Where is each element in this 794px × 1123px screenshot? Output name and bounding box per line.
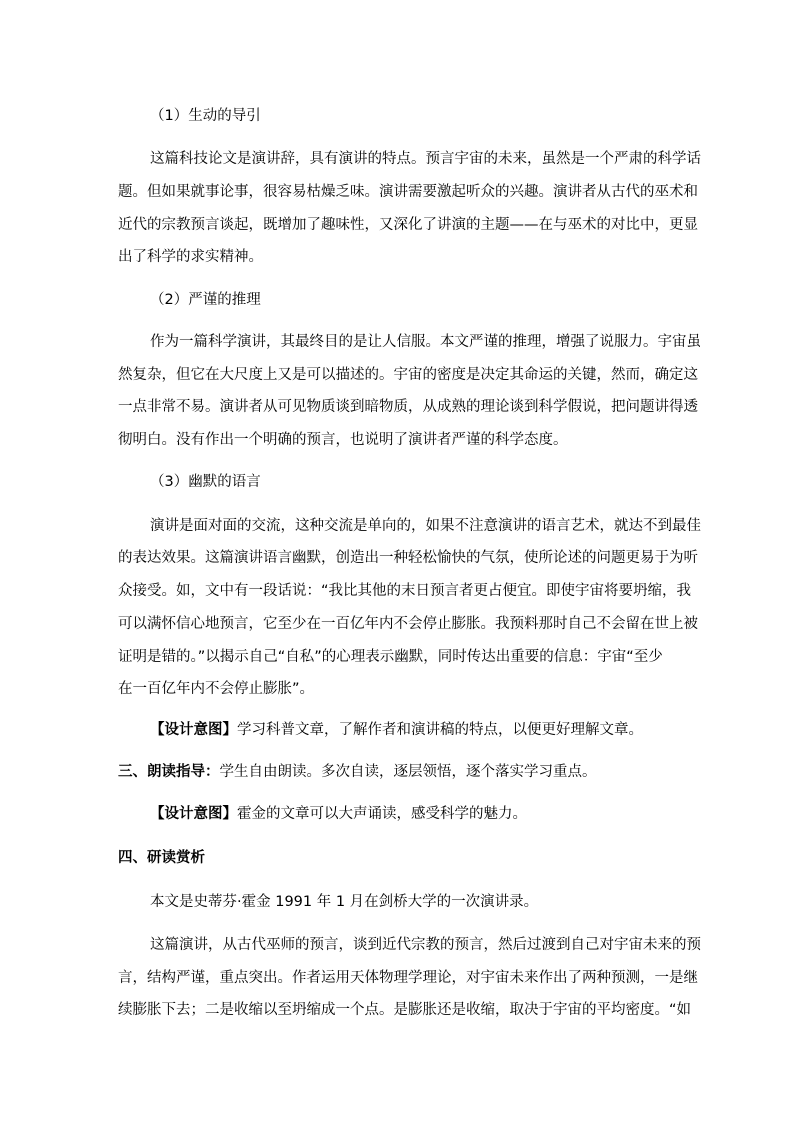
- paragraph-line: 这篇演讲，从古代巫师的预言，谈到近代宗教的预言，然后过渡到自己对宇宙未来的预: [150, 937, 701, 953]
- quoted-text: 我比其他的末日预言者更占便宜。即使宇宙将要坍缩，我: [328, 583, 692, 599]
- paragraph-line: 近代的宗教预言谈起，既增加了趣味性，又深化了讲演的主题——在与巫术的对比中，更显: [118, 217, 698, 233]
- paragraph-line: 证明是错的。”以揭示自己“自私”的心理表示幽默，同时传达出重要的信息：宇宙“至少: [118, 649, 663, 665]
- paragraph-line: 题。但如果就事论事，很容易枯燥乏味。演讲需要激起听众的兴趣。演讲者从古代的巫术和: [118, 184, 698, 200]
- paragraph-text: 众接受。如，文中有一段话说：“: [118, 583, 329, 599]
- paragraph-line: 演讲是面对面的交流，这种交流是单向的，如果不注意演讲的语言艺术，就达不到最佳: [150, 518, 701, 534]
- section-heading-3: （3）幽默的语言: [150, 474, 261, 490]
- paragraph-line: 可以满怀信心地预言，它至少在一百亿年内不会停止膨胀。我预料那时自己不会留在世上被: [118, 616, 698, 632]
- design-intent-text: 学习科普文章，了解作者和演讲稿的特点，以便更好理解文章。: [237, 722, 643, 738]
- paragraph-line: [118, 579, 692, 600]
- design-intent-1: [150, 718, 712, 739]
- paragraph-line: 一点非常不易。演讲者从可见物质谈到暗物质，从成熟的理论谈到科学假说，把问题讲得透: [118, 399, 698, 415]
- paragraph-line: 续膨胀下去；二是收缩以至坍缩成一个点。是膨胀还是收缩，取决于宇宙的平均密度。“如: [118, 1002, 692, 1018]
- section-heading-2: （2）严谨的推理: [150, 292, 261, 308]
- reading-guidance: [118, 760, 680, 781]
- design-intent-label: 【设计意图】: [150, 806, 237, 822]
- paragraph-line: 在一百亿年内不会停止膨胀”。: [118, 681, 315, 697]
- reading-guidance-label: 三、朗读指导：: [118, 764, 220, 780]
- paragraph-line: 的表达效果。这篇演讲语言幽默，创造出一种轻松愉快的气氛，使所论述的问题更易于为听: [118, 550, 698, 566]
- paragraph-line: 然复杂，但它在大尺度上又是可以描述的。宇宙的密度是决定其命运的关键，然而，确定这: [118, 367, 698, 383]
- paragraph-line: 出了科学的求实精神。: [118, 249, 263, 265]
- paragraph-line: 言，结构严谨，重点突出。作者运用天体物理学理论，对宇宙未来作出了两种预测，一是继: [118, 970, 698, 986]
- design-intent-text: 霍金的文章可以大声诵读，感受科学的魅力。: [237, 806, 527, 822]
- section-heading-4: 四、研读赏析: [118, 850, 205, 866]
- design-intent-label: 【设计意图】: [150, 722, 237, 738]
- paragraph-line: 这篇科技论文是演讲辞，具有演讲的特点。预言宇宙的未来，虽然是一个严肃的科学话: [150, 151, 701, 167]
- paragraph-line: 作为一篇科学演讲，其最终目的是让人信服。本文严谨的推理，增强了说服力。宇宙虽: [150, 334, 701, 350]
- reading-guidance-text: 学生自由朗读。多次自读，逐层领悟，逐个落实学习重点。: [219, 764, 597, 780]
- design-intent-2: [150, 802, 712, 823]
- paragraph-line: 彻明白。没有作出一个明确的预言，也说明了演讲者严谨的科学态度。: [118, 432, 568, 448]
- section-heading-1: （1）生动的导引: [150, 108, 261, 124]
- paragraph-line: 本文是史蒂芬·霍金 1991 年 1 月在剑桥大学的一次演讲录。: [150, 894, 539, 910]
